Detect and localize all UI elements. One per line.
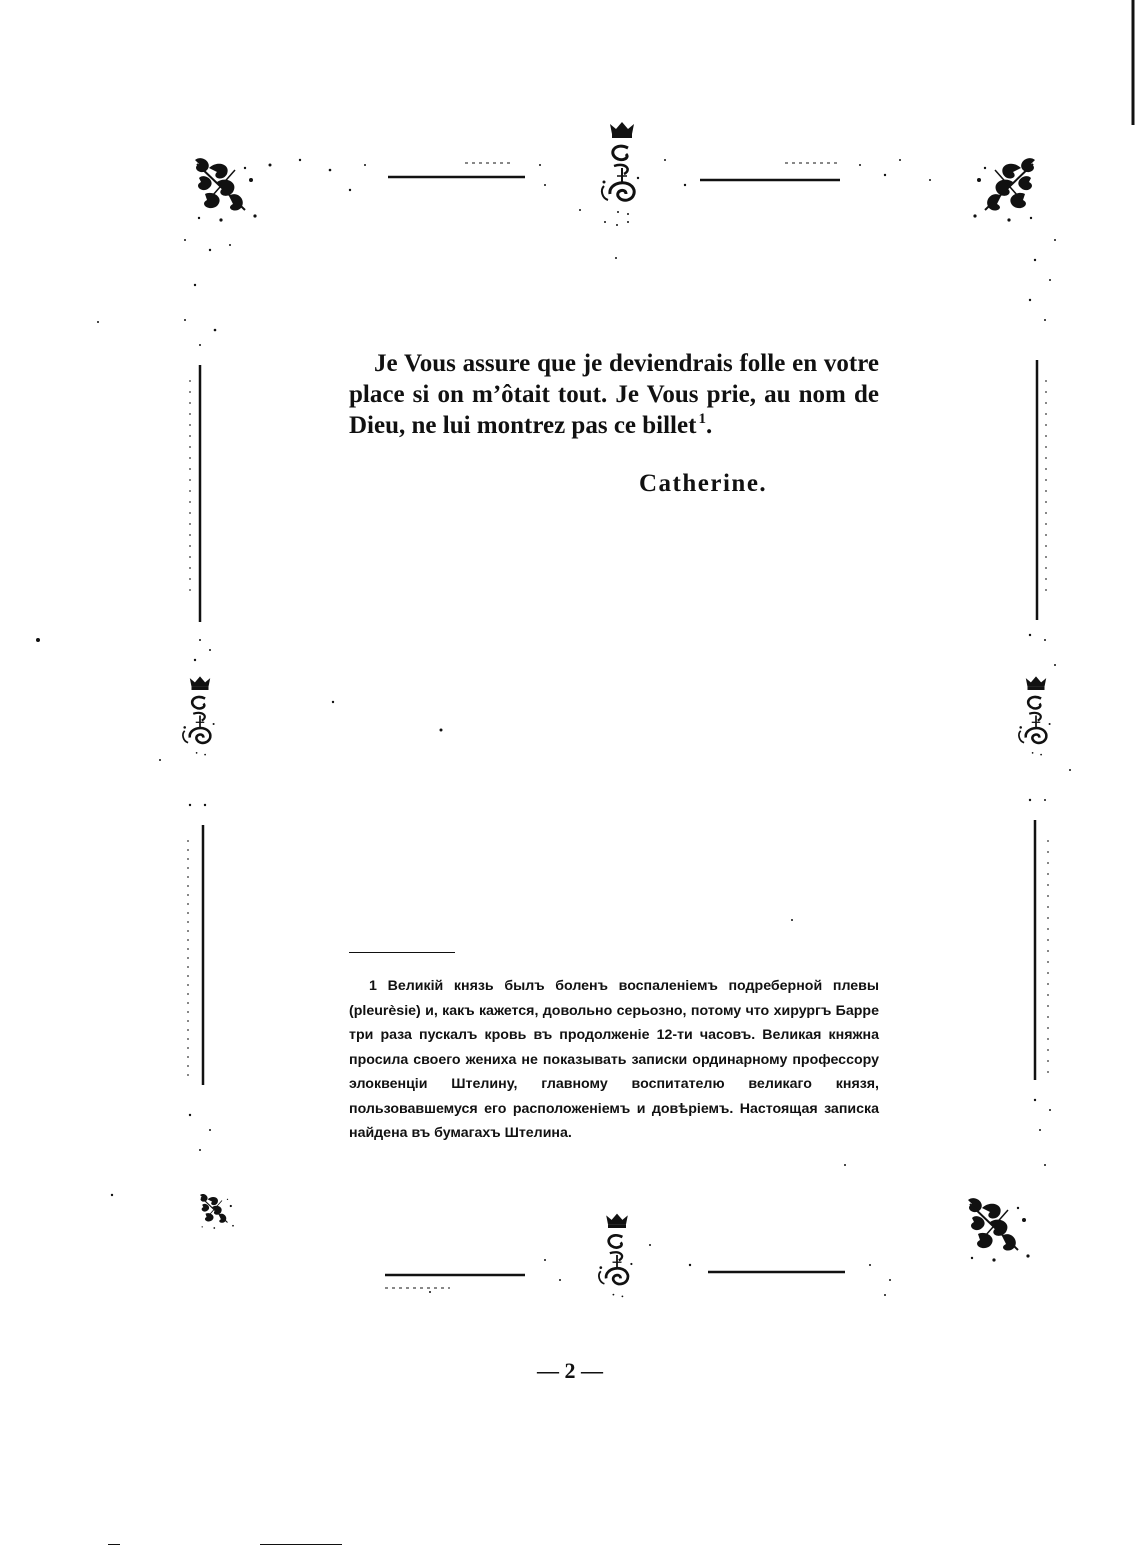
- letter-text-end: .: [706, 412, 713, 439]
- footnote-text: Великій князь былъ боленъ воспаленіемъ подреберной плевы (pleurèsie) и, какъ кажется, довольно серьозно, потому что хирургъ Барре три раза пускалъ кровь въ продолженіе 12-ти часовъ. Великая княжна просила своего жениха не показывать записки ординарному профессору элоквенціи Штелину, главному воспитателю великаго князя, пользовавшемуся его расположеніемъ и довѣріемъ. Настоящая записка найдена въ бумагахъ Штелина.: [349, 978, 879, 1141]
- footnote-reference: 1: [698, 411, 707, 427]
- page-number: — 2 —: [537, 1358, 603, 1383]
- footnote-paragraph: [349, 974, 879, 1146]
- footnote-divider: [349, 952, 455, 953]
- letter-text: Je Vous assure que je deviendrais folle en votre place si on m’ôtait tout. Je Vous prie, au nom de Dieu, ne lui montrez pas ce billet: [349, 350, 879, 439]
- signature: Catherine.: [639, 470, 768, 497]
- footnote: [349, 974, 879, 1146]
- footnote-marker: 1: [369, 978, 377, 994]
- letter-paragraph: [349, 348, 879, 441]
- letter-body: [349, 348, 879, 441]
